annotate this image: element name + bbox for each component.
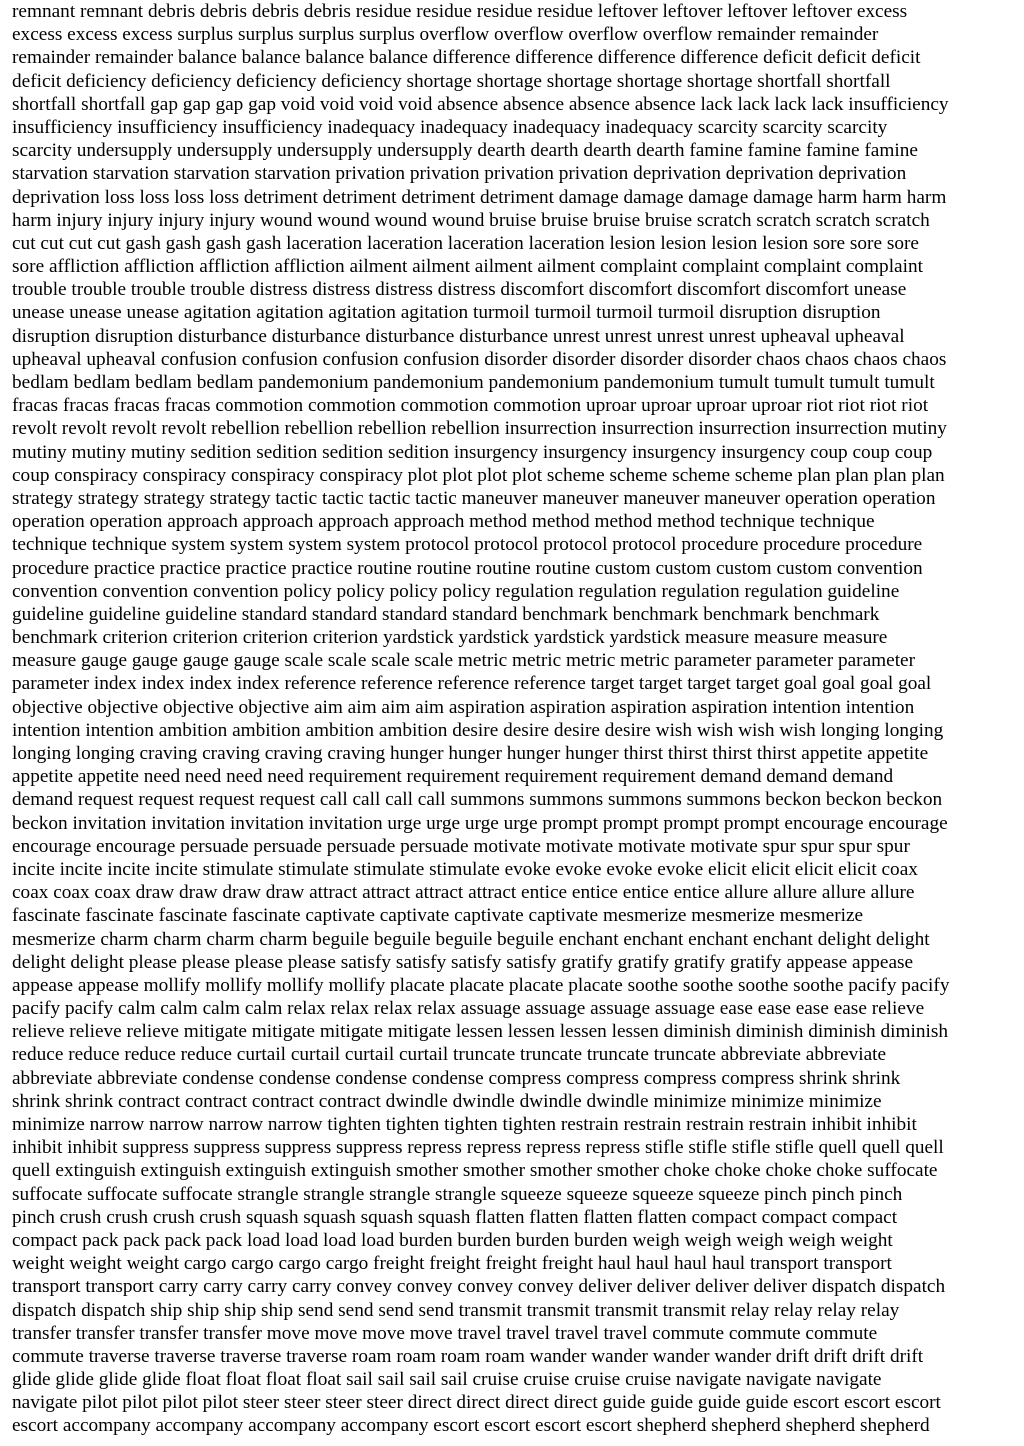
text-line: beckon invitation invitation invitation invitation urge urge urge urge prompt prompt prompt prompt encourage encourage <box>12 812 948 834</box>
text-line: remainder remainder balance balance balance balance difference difference difference difference deficit deficit deficit <box>12 47 921 69</box>
text-line: shortfall shortfall gap gap gap gap void void void void absence absence absence absence lack lack lack lack insufficiency <box>12 93 949 115</box>
text-line: cut cut cut cut gash gash gash gash laceration laceration laceration laceration lesion lesion lesion lesion sore sore sore <box>12 232 919 254</box>
text-line: compact pack pack pack pack load load load load burden burden burden burden weigh weigh weigh weigh weight <box>12 1229 893 1251</box>
text-line: harm injury injury injury injury wound wound wound wound bruise bruise bruise bruise scratch scratch scratch scratch <box>12 209 930 231</box>
text-line: parameter index index index index reference reference reference reference target target target target goal goal goal goal <box>12 673 932 695</box>
text-line: technique technique system system system system protocol protocol protocol protocol procedure procedure procedure <box>12 534 923 556</box>
text-line: convention convention convention policy policy policy policy regulation regulation regulation regulation guideline <box>12 580 900 602</box>
text-line: glide glide glide glide float float float float sail sail sail sail cruise cruise cruise cruise navigate navigate navigate <box>12 1369 882 1391</box>
text-line: coup conspiracy conspiracy conspiracy conspiracy plot plot plot plot scheme scheme scheme scheme plan plan plan plan <box>12 464 945 486</box>
text-line: delight delight please please please please satisfy satisfy satisfy satisfy gratify gratify gratify gratify appease appease <box>12 951 914 973</box>
word-list-text <box>12 0 1024 1438</box>
text-line: strategy strategy strategy strategy tactic tactic tactic tactic maneuver maneuver maneuver maneuver operation operation <box>12 487 936 509</box>
text-line: shrink shrink contract contract contract contract dwindle dwindle dwindle dwindle minimize minimize minimize <box>12 1090 882 1112</box>
text-line: mesmerize charm charm charm charm beguile beguile beguile beguile enchant enchant enchant enchant delight delight <box>12 928 930 950</box>
text-line: incite incite incite incite stimulate stimulate stimulate stimulate evoke evoke evoke evoke elicit elicit elicit elicit coax <box>12 858 918 880</box>
text-line: navigate pilot pilot pilot pilot steer steer steer steer direct direct direct direct guide guide guide guide escort escort escort <box>12 1392 941 1414</box>
text-line: suffocate suffocate suffocate strangle strangle strangle strangle squeeze squeeze squeeze squeeze pinch pinch pinch <box>12 1183 903 1205</box>
text-line: escort accompany accompany accompany accompany escort escort escort escort shepherd shepherd shepherd shepherd <box>12 1415 930 1437</box>
text-line: transfer transfer transfer transfer move move move move travel travel travel travel commute commute commute <box>12 1322 878 1344</box>
text-line: minimize narrow narrow narrow narrow tighten tighten tighten tighten restrain restrain restrain restrain inhibit inhibit <box>12 1114 917 1135</box>
text-line: objective objective objective objective aim aim aim aim aspiration aspiration aspiration aspiration intention intention <box>12 696 915 718</box>
text-line: transport transport carry carry carry carry convey convey convey convey deliver deliver deliver deliver dispatch dispatch <box>12 1276 946 1298</box>
text-line: guideline guideline guideline standard standard standard standard benchmark benchmark benchmark benchmark <box>12 603 880 625</box>
text-line: demand request request request request call call call call summons summons summons summons beckon beckon beckon <box>12 789 943 811</box>
text-line: scarcity undersupply undersupply undersupply undersupply dearth dearth dearth dearth famine famine famine famine <box>12 140 918 162</box>
text-line: starvation starvation starvation starvation privation privation privation privation deprivation deprivation deprivation <box>12 163 907 185</box>
text-line: unease unease unease agitation agitation agitation agitation turmoil turmoil turmoil turmoil disruption disruption <box>12 302 881 324</box>
text-line: abbreviate abbreviate condense condense condense condense compress compress compress compress shrink shrink <box>12 1067 901 1089</box>
text-line: dispatch dispatch ship ship ship ship send send send send transmit transmit transmit transmit relay relay relay relay <box>12 1299 900 1321</box>
text-line: appease appease mollify mollify mollify mollify placate placate placate placate soothe soothe soothe soothe pacify pacify <box>12 974 950 996</box>
text-line: bedlam bedlam bedlam bedlam pandemonium pandemonium pandemonium pandemonium tumult tumult tumult tumult <box>12 372 935 393</box>
text-line: relieve relieve relieve mitigate mitigate mitigate mitigate lessen lessen lessen lessen diminish diminish diminish diminish <box>12 1021 949 1043</box>
text-line: deficit deficiency deficiency deficiency deficiency shortage shortage shortage shortage shortage shortfall shortfall <box>12 70 891 92</box>
text-line: fascinate fascinate fascinate fascinate captivate captivate captivate captivate mesmerize mesmerize mesmerize <box>12 905 864 927</box>
text-line: excess excess excess surplus surplus surplus surplus overflow overflow overflow overflow remainder remainder <box>12 24 879 46</box>
text-line: revolt revolt revolt revolt rebellion rebellion rebellion rebellion insurrection insurrection insurrection insurrection mutiny <box>12 418 947 440</box>
text-line: upheaval upheaval confusion confusion confusion confusion disorder disorder disorder disorder chaos chaos chaos chaos <box>12 348 947 370</box>
text-line: mutiny mutiny mutiny sedition sedition sedition sedition insurgency insurgency insurgency insurgency coup coup coup <box>12 441 933 463</box>
text-line: measure gauge gauge gauge gauge scale scale scale scale metric metric metric metric parameter parameter parameter <box>12 650 916 672</box>
text-line: fracas fracas fracas fracas commotion commotion commotion commotion uproar uproar uproar uproar riot riot riot riot <box>12 395 929 417</box>
text-line: deprivation loss loss loss loss detriment detriment detriment detriment damage damage damage damage harm harm harm <box>12 186 947 208</box>
text-line: coax coax coax draw draw draw draw attract attract attract attract entice entice entice entice allure allure allure allure <box>12 882 915 904</box>
text-line: pacify pacify calm calm calm calm relax relax relax relax assuage assuage assuage assuage ease ease ease ease relieve <box>12 998 925 1020</box>
text-line: disruption disruption disturbance disturbance disturbance disturbance unrest unrest unrest unrest upheaval upheaval <box>12 325 905 347</box>
text-line: appetite appetite need need need need requirement requirement requirement requirement demand demand demand <box>12 766 894 788</box>
text-line: sore affliction affliction affliction affliction ailment ailment ailment ailment complaint complaint complaint complaint <box>12 256 923 278</box>
text-line: benchmark criterion criterion criterion criterion yardstick yardstick yardstick yardstick measure measure measure <box>12 627 888 649</box>
text-line: encourage encourage persuade persuade persuade persuade motivate motivate motivate motivate spur spur spur spur <box>12 835 910 857</box>
text-line: longing longing craving craving craving craving hunger hunger hunger hunger thirst thirst thirst thirst appetite appetite <box>12 743 929 764</box>
text-line: pinch crush crush crush crush squash squash squash squash flatten flatten flatten flatten compact compact compact <box>12 1206 898 1228</box>
text-line: inhibit inhibit suppress suppress suppress suppress repress repress repress repress stifle stifle stifle stifle quell quell quell <box>12 1137 944 1159</box>
text-line: weight weight weight cargo cargo cargo cargo freight freight freight freight haul haul haul haul transport transport <box>12 1253 892 1275</box>
text-line: remnant remnant debris debris debris debris residue residue residue residue leftover leftover leftover leftover excess <box>12 1 908 22</box>
text-line: commute traverse traverse traverse traverse roam roam roam roam wander wander wander wander drift drift drift drift <box>12 1345 924 1367</box>
text-line: insufficiency insufficiency insufficiency inadequacy inadequacy inadequacy inadequacy scarcity scarcity scarcity <box>12 116 888 138</box>
text-line: procedure practice practice practice practice routine routine routine routine custom custom custom custom convention <box>12 557 923 579</box>
text-line: quell extinguish extinguish extinguish extinguish smother smother smother smother choke choke choke choke suffocate <box>12 1160 938 1182</box>
text-line: trouble trouble trouble trouble distress distress distress distress discomfort discomfort discomfort discomfort unease <box>12 279 907 301</box>
text-line: reduce reduce reduce reduce curtail curtail curtail curtail truncate truncate truncate truncate abbreviate abbreviate <box>12 1044 887 1066</box>
text-line: intention intention ambition ambition ambition ambition desire desire desire desire wish wish wish wish longing longing <box>12 719 944 741</box>
text-line: operation operation approach approach approach approach method method method method technique technique <box>12 511 875 533</box>
